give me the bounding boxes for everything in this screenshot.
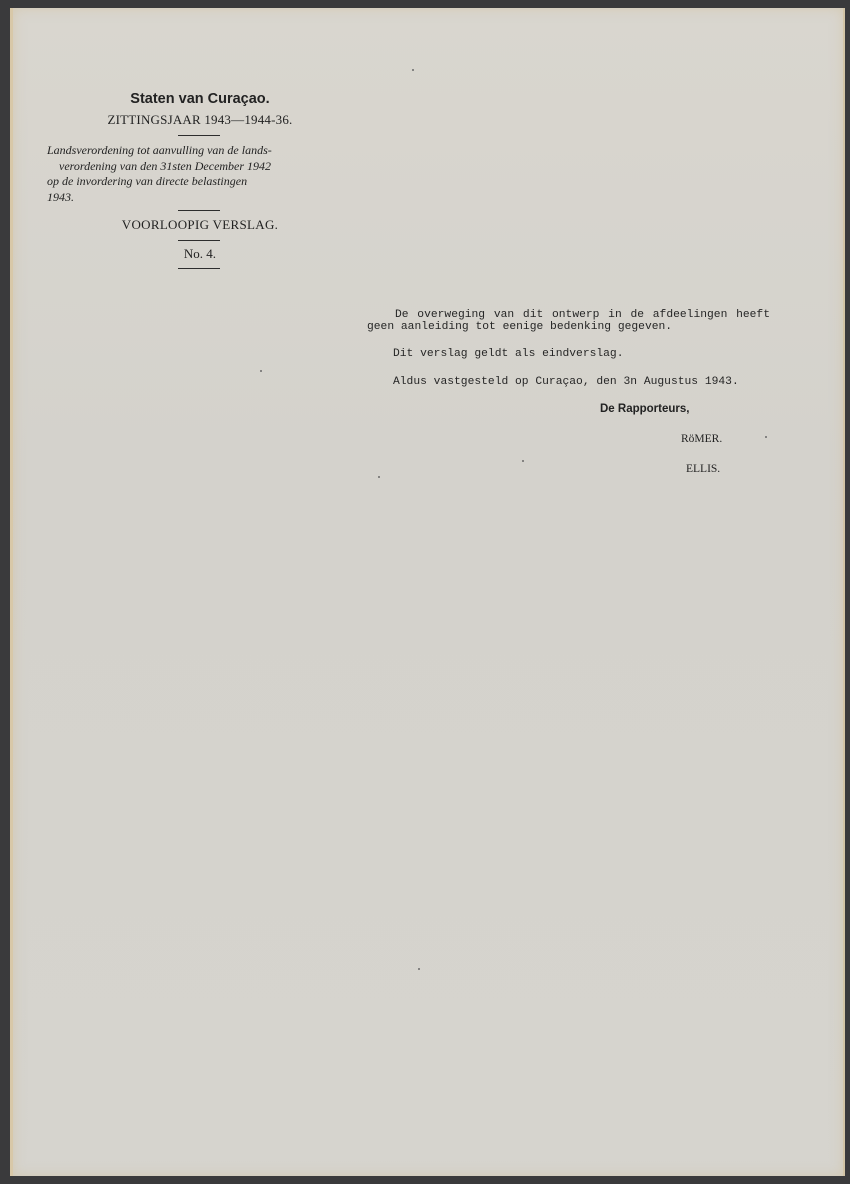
subject-line: verordening van den 31sten December 1942 [59,158,272,173]
paper-speck [412,69,414,71]
signatory-name: RöMER. [681,433,723,445]
report-number: No. 4. [183,246,217,261]
subject-line: 1943. [47,189,74,204]
paper-speck [378,476,380,478]
paragraph-1-line-2: geen aanleiding tot eenige bedenking gegeven. [367,321,673,333]
subject-line: Landsverordening tot aanvulling van de lands- [47,143,272,157]
paper-speck [765,436,767,438]
divider [178,240,220,241]
divider [178,135,220,136]
session-year: ZITTINGSJAAR 1943—1944-36. [107,112,293,127]
subject-description [47,143,347,205]
paper-speck [418,968,420,970]
signatory-name: ELLIS. [686,463,721,475]
divider [178,268,220,269]
document-title: Staten van Curaçao. [130,91,270,107]
report-type: VOORLOOPIG VERSLAG. [121,217,279,232]
subject-line: op de invordering van directe belastingen [47,174,248,188]
paragraph-1-line-1: De overweging van dit ontwerp in de afdeelingen heeft [395,309,770,321]
paper-speck [522,460,524,462]
divider [178,210,220,211]
paper-speck [260,370,262,372]
paragraph-3: Aldus vastgesteld op Curaçao, den 3n Augustus 1943. [393,376,739,388]
signatures-heading: De Rapporteurs, [600,403,690,415]
paragraph-2: Dit verslag geldt als eindverslag. [393,348,624,360]
